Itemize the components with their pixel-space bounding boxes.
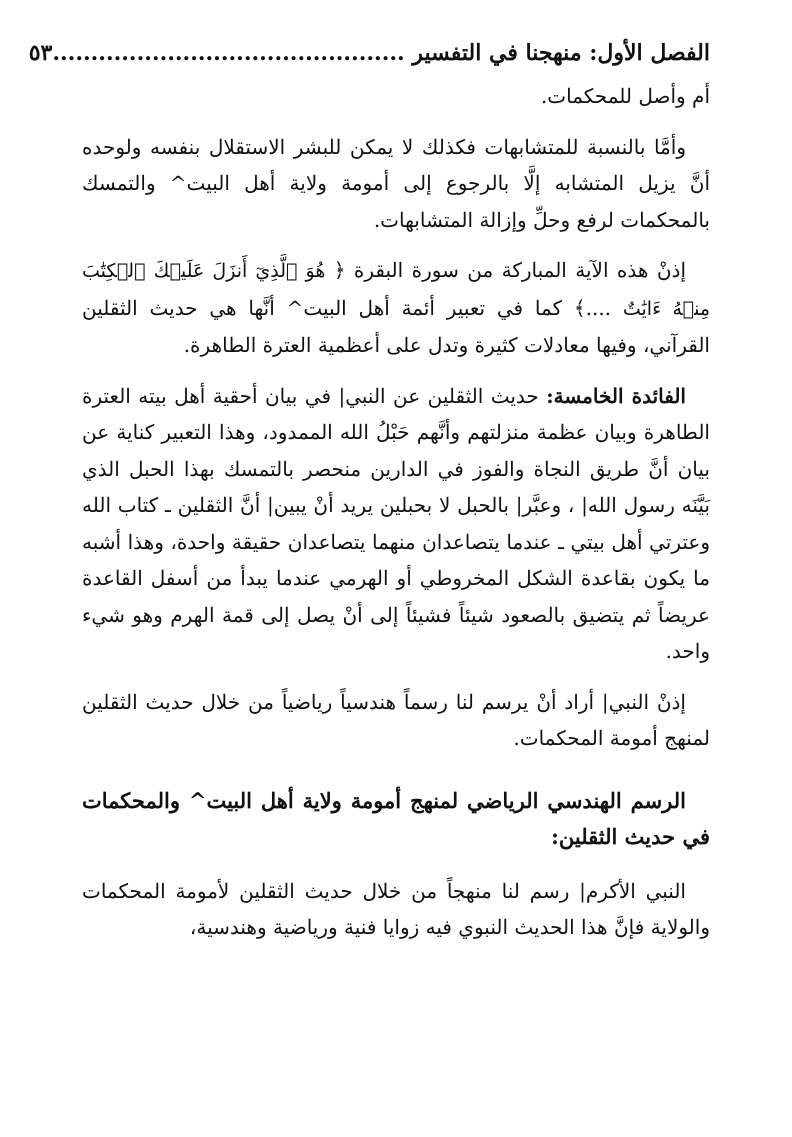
section-subheading: الرسم الهندسي الرياضي لمنهج أمومة ولاية أهل البيت^ والمحكمات في حديث الثقلين: bbox=[82, 787, 710, 849]
paragraph-mutashabihat: وأمَّا بالنسبة للمتشابهات فكذلك لا يمكن للبشر الاستقلال بنفسه ولوحده أنَّ يزيل المتشابه إلَّا بالرجوع إلى أمومة ولاية أهل البيت^ والتمسك بالمحكمات لرفع وحلِّ وإزالة المتشابهات. bbox=[82, 134, 710, 232]
verse-followup-text: ....﴾ كما في تعبير أئمة أهل البيت^ أنَّها هي حديث الثقلين القرآني، وفيها معادلات كثيرة وتدل على أعظمية العترة الطاهرة. bbox=[82, 295, 710, 357]
paragraph-geometric-drawing: إذنْ النبي| أراد أنْ يرسم لنا رسماً هندسياً رياضياً من خلال حديث الثقلين لمنهج أمومة المحكمات. bbox=[82, 689, 710, 750]
fifth-benefit-text: حديث الثقلين عن النبي| في بيان أحقية أهل بيته العترة الطاهرة وبيان عظمة منزلتهم وأنَّهم حَبْلُ الله الممدود، وهذا التعبير كناية عن بيان أنَّ طريق النجاة والفوز في الدارين منحصر بالتمسك بهذا الحبل الذي بَيَّنَه رسول الله| ، وعبَّر| بالحبل لا بحبلين يريد أنْ يبين| أنَّ الثقلين ـ كتاب الله وعترتي أهل بيتي ـ عندما يتصاعدان منهما يتصاعدان حقيقة واحدة، وهذا أشبه ما يكون بقاعدة الشكل المخروطي أو الهرمي عندما يبدأ من أسفل القاعدة عريضاً ثم يتضيق بالصعود شيئاً فشيئاً إلى أنْ يصل إلى قمة الهرم وهو شيء واحد. bbox=[82, 383, 710, 663]
verse-intro-text: إذنْ هذه الآية المباركة من سورة البقرة ﴿ bbox=[333, 258, 687, 282]
paragraph-quran-verse bbox=[82, 252, 710, 364]
paragraph-fifth-benefit bbox=[82, 378, 710, 670]
running-header bbox=[28, 36, 710, 70]
page-number: ٥٣ bbox=[28, 40, 53, 66]
chapter-title-text: الفصل الأول: منهجنا في التفسير bbox=[412, 40, 710, 66]
paragraph-prophet-method: النبي الأكرم| رسم لنا منهجاً من خلال حديث الثقلين لأمومة المحكمات والولاية فإنَّ هذا الحديث النبوي فيه زوايا فنية ورياضية وهندسية، bbox=[82, 878, 710, 939]
chapter-title bbox=[52, 36, 710, 70]
dot-leader: .............................................. bbox=[52, 40, 405, 66]
book-page bbox=[28, 36, 710, 960]
fifth-benefit-label: الفائدة الخامسة: bbox=[546, 383, 686, 408]
paragraph-continuation: أم وأصل للمحكمات. bbox=[540, 84, 710, 108]
quran-verse-text: هُوَ ٱلَّذِيٓ أَنزَلَ عَلَيۡكَ ٱلۡكِتَٰبَ مِنۡهُ ءَايَٰتٌ bbox=[82, 260, 710, 320]
